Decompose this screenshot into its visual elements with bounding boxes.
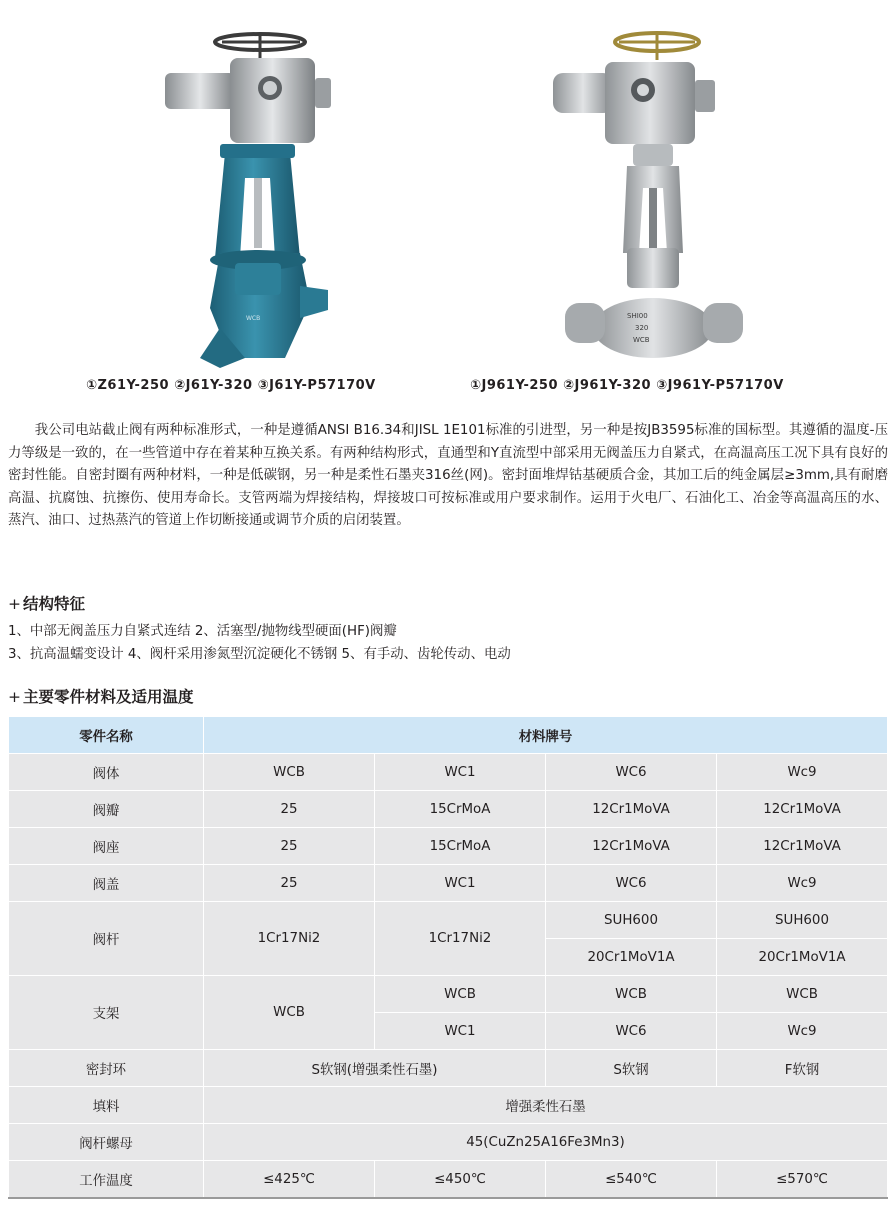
material-cell: 15CrMoA xyxy=(375,791,546,828)
part-name: 阀杆螺母 xyxy=(9,1124,204,1161)
table-row xyxy=(9,791,888,828)
table-row xyxy=(9,1124,888,1161)
material-cell: 25 xyxy=(204,828,375,865)
valve-image-y-type xyxy=(150,28,360,373)
material-cell: WCB xyxy=(717,976,888,1013)
left-product-caption: ①Z61Y-250 ②J61Y-320 ③J61Y-P57170V xyxy=(86,378,376,393)
table-row xyxy=(9,1161,888,1199)
header-part-name: 零件名称 xyxy=(9,717,204,754)
material-cell: WC6 xyxy=(546,754,717,791)
material-cell: 25 xyxy=(204,865,375,902)
materials-section-title: + 主要零件材料及适用温度 xyxy=(8,688,194,706)
material-cell: WCB xyxy=(375,976,546,1013)
svg-text:WCB: WCB xyxy=(246,315,261,322)
material-cell: 12Cr1MoVA xyxy=(717,791,888,828)
part-name: 填料 xyxy=(9,1087,204,1124)
temperature-cell: ≤540℃ xyxy=(546,1161,717,1199)
structure-section-title: + 结构特征 xyxy=(8,595,86,613)
part-name: 密封环 xyxy=(9,1050,204,1087)
intro-paragraph: 我公司电站截止阀有两种标准形式，一种是遵循ANSI B16.34和JISL 1E101标准的引进型，另一种是按JB3595标准的国标型。其遵循的温度-压力等级是一致的，在一些管道中存在着某种互换关系。有两种结构形式，直通型和Y直流型中部采用无阀盖压力自紧式，在高温高压工况下具有良好的密封性能。自密封圈有两种材料，一种是低碳钢，另一种是柔性石墨夹316丝(网)。密封面堆焊钴基硬质合金，其加工后的纯金属层≥3mm,具有耐磨高温、抗腐蚀、抗擦伤、使用寿命长。支管两端为焊接结构，焊接坡口可按标准或用户要求制作。运用于火电厂、石油化工、冶金等高温高压的水、蒸汽、油口、过热蒸汽的管道上作切断接通或调节介质的启闭装置。 xyxy=(8,423,888,528)
material-cell: 20Cr1MoV1A xyxy=(546,939,717,976)
material-cell: 25 xyxy=(204,791,375,828)
plus-icon: + xyxy=(8,595,21,613)
material-cell: WC6 xyxy=(546,865,717,902)
material-cell: WC1 xyxy=(375,865,546,902)
material-cell: WC1 xyxy=(375,1013,546,1050)
plus-icon: + xyxy=(8,688,21,706)
temperature-cell: ≤450℃ xyxy=(375,1161,546,1199)
material-cell: SUH600 xyxy=(717,902,888,939)
material-cell: Wc9 xyxy=(717,865,888,902)
material-cell: 45(CuZn25A16Fe3Mn3) xyxy=(204,1124,888,1161)
material-cell: 增强柔性石墨 xyxy=(204,1087,888,1124)
materials-table xyxy=(8,716,888,1199)
table-row xyxy=(9,1087,888,1124)
material-cell: WCB xyxy=(204,976,375,1050)
header-material-grade: 材料牌号 xyxy=(204,717,888,754)
table-row xyxy=(9,976,888,1013)
table-header-row xyxy=(9,717,888,754)
material-cell: 12Cr1MoVA xyxy=(546,791,717,828)
temperature-cell: ≤570℃ xyxy=(717,1161,888,1199)
material-cell: 20Cr1MoV1A xyxy=(717,939,888,976)
part-name: 阀瓣 xyxy=(9,791,204,828)
material-cell: S软钢 xyxy=(546,1050,717,1087)
svg-text:WCB: WCB xyxy=(633,336,650,344)
part-name: 阀座 xyxy=(9,828,204,865)
table-row xyxy=(9,1050,888,1087)
table-row xyxy=(9,865,888,902)
material-cell: WC1 xyxy=(375,754,546,791)
table-row xyxy=(9,754,888,791)
temperature-cell: ≤425℃ xyxy=(204,1161,375,1199)
part-name: 支架 xyxy=(9,976,204,1050)
material-cell: 15CrMoA xyxy=(375,828,546,865)
material-cell: Wc9 xyxy=(717,1013,888,1050)
material-cell: 12Cr1MoVA xyxy=(717,828,888,865)
material-cell: WCB xyxy=(546,976,717,1013)
svg-text:SHI00: SHI00 xyxy=(627,312,648,320)
valve-image-straight-type xyxy=(545,28,750,363)
svg-text:320: 320 xyxy=(635,324,649,332)
feature-line-1: 1、中部无阀盖压力自紧式连结 2、活塞型/抛物线型硬面(HF)阀瓣 xyxy=(8,624,397,639)
material-cell: SUH600 xyxy=(546,902,717,939)
material-cell: WCB xyxy=(204,754,375,791)
material-cell: S软钢(增强柔性石墨) xyxy=(204,1050,546,1087)
table-row xyxy=(9,902,888,939)
material-cell: Wc9 xyxy=(717,754,888,791)
material-cell: 1Cr17Ni2 xyxy=(204,902,375,976)
part-name: 阀体 xyxy=(9,754,204,791)
feature-line-2: 3、抗高温蠕变设计 4、阀杆采用渗氮型沉淀硬化不锈钢 5、有手动、齿轮传动、电动 xyxy=(8,647,511,662)
table-row xyxy=(9,828,888,865)
material-cell: 12Cr1MoVA xyxy=(546,828,717,865)
part-name: 工作温度 xyxy=(9,1161,204,1199)
material-cell: F软钢 xyxy=(717,1050,888,1087)
material-cell: WC6 xyxy=(546,1013,717,1050)
right-product-caption: ①J961Y-250 ②J961Y-320 ③J961Y-P57170V xyxy=(470,378,784,393)
material-cell: 1Cr17Ni2 xyxy=(375,902,546,976)
part-name: 阀杆 xyxy=(9,902,204,976)
part-name: 阀盖 xyxy=(9,865,204,902)
